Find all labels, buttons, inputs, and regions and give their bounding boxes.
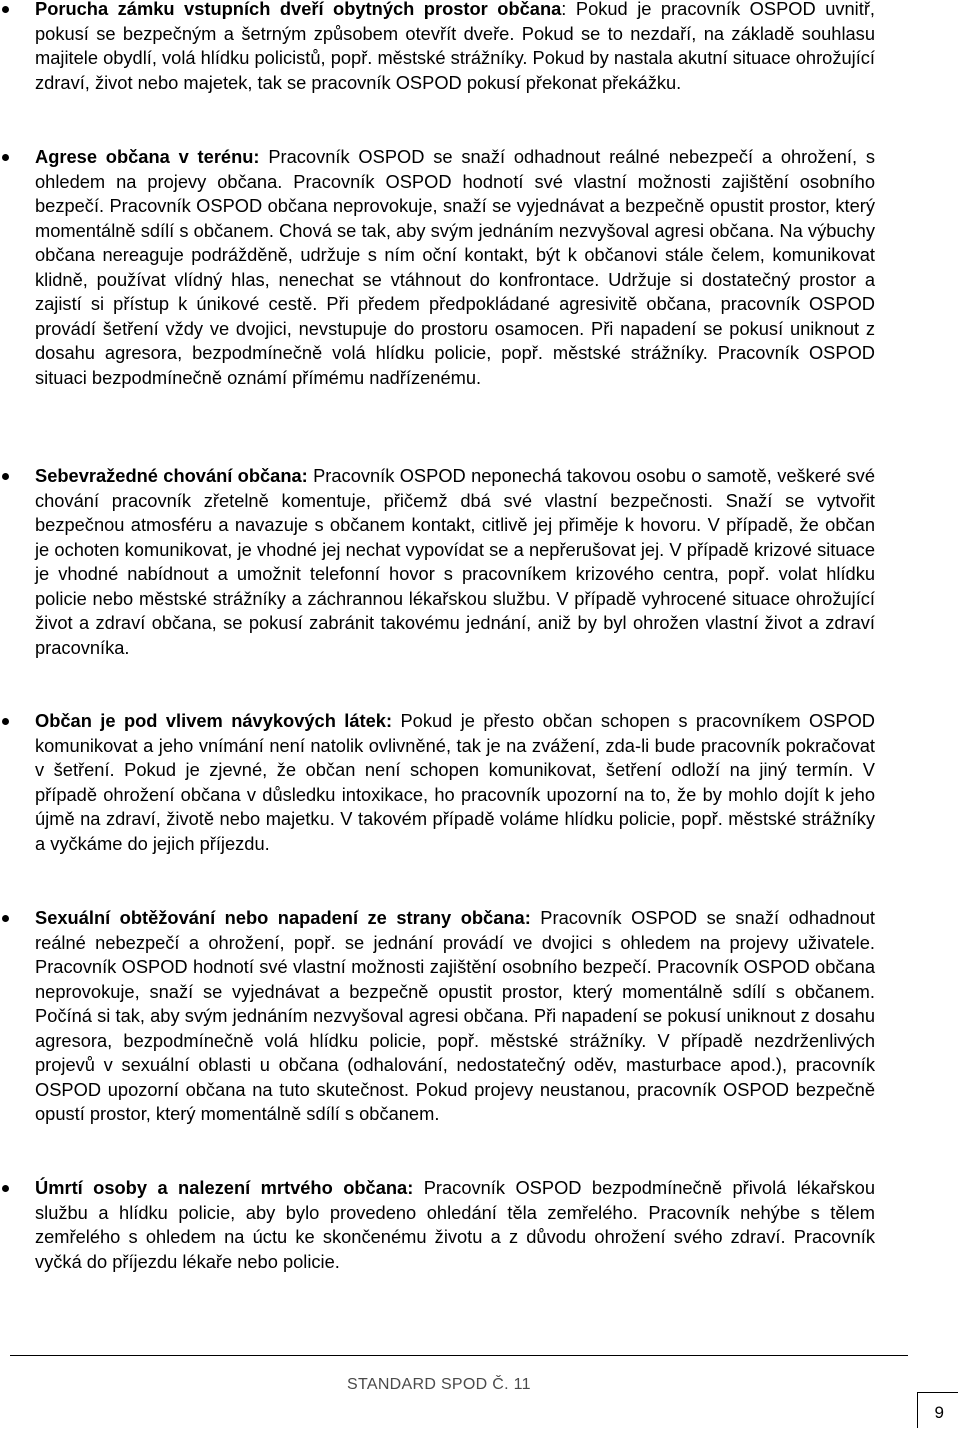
list-item-suicidal-behavior [0,464,875,660]
page-number-box [917,1392,958,1428]
item-text: Pracovník OSPOD se snaží odhadnout reálné nebezpečí a ohrožení, popř. se jednání provádí ve dvojici s ohledem na projevy uživatele. Pracovník OSPOD hodnotí své vlastní možnosti zajištění osobního bezpečí. Pracovník OSPOD občana neprovokuje, snaží se vyjednávat a bezpečně opustit prostor, který momentálně sdílí s občanem. Počíná si tak, aby svým jednáním nezvyšoval agresi občana. Při napadení se pokusí uniknout z dosahu agresora, bezpodmínečně volá hlídku policie, popř. městské strážníky. V případě nezdrženlivých projevů v sexuální oblasti u občana (odhalování, nedostatečný oděv, masturbace apod.), pracovník OSPOD upozorní občana na tuto skutečnost. Pokud projevy neustanou, pracovník OSPOD bezpečně opustí prostor, který momentálně sdílí s občanem. [35,907,875,1124]
list-item-door-lock [0,0,875,95]
item-text: Pokud je přesto občan schopen s pracovníkem OSPOD komunikovat a jeho vnímání není natolik ovlivněné, tak je na zvážení, zda-li bude pracovník pokračovat v šetření. Pokud je zjevné, že občan není schopen komunikovat, šetření odloží na jiný termín. V případě ohrožení občana v důsledku intoxikace, ho pracovník upozorní na to, že by mohlo dojít k jeho újmě na zdraví, životě nebo majetku. V takovém případě voláme hlídku policie, popř. městské strážníky a vyčkáme do jejich příjezdu. [35,710,875,854]
item-heading: Sexuální obtěžování nebo napadení ze strany občana: [35,907,531,928]
item-heading: Úmrtí osoby a nalezení mrtvého občana: [35,1177,414,1198]
list-item-death [0,1176,875,1274]
item-heading: Agrese občana v terénu: [35,146,260,167]
bullet-icon [2,6,9,13]
item-text: Pracovník OSPOD bezpodmínečně přivolá lékařskou službu a hlídku policie, aby bylo provedeno ohledání těla zemřelého. Pracovník nehýbe s tělem zemřelého s ohledem na úctu ke skončenému životu a z důvodu ohrožení svého zdraví. Pracovník vyčká do příjezdu lékaře nebo policie. [35,1177,875,1272]
bullet-icon [2,1185,9,1192]
bullet-icon [2,718,9,725]
item-text: Pracovník OSPOD se snaží odhadnout reálné nebezpečí a ohrožení, s ohledem na projevy občana. Pracovník OSPOD hodnotí své vlastní možnosti zajištění osobního bezpečí. Pracovník OSPOD občana neprovokuje, snaží se vyjednávat a bezpečně opustit prostor, který momentálně sdílí s občanem. Chová se tak, aby svým jednáním nezvyšoval agresi občana. Na výbuchy občana nereaguje podrážděně, udržuje s ním oční kontakt, být k občanovi stále čelem, komunikovat klidně, používat vlídný hlas, nenechat se vtáhnout do konfrontace. Udržuje si dostatečný prostor a zajistí si přístup k únikové cestě. Při předem předpokládané agresivitě občana, pracovník OSPOD provádí šetření vždy ve dvojici, nevstupuje do prostoru osamocen. Při napadení se pokusí uniknout z dosahu agresora, bezpodmínečně volá hlídku policie, popř. městské strážníky. Pracovník OSPOD situaci bezpodmínečně oznámí přímému nadřízenému. [35,146,876,388]
list-item-aggression [0,145,875,390]
item-text: Pracovník OSPOD neponechá takovou osobu o samotě, veškeré své chování pracovník zřetelně komentuje, přičemž dbá své vlastní bezpečnosti. Snaží se vytvořit bezpečnou atmosféru a navazuje s občanem kontakt, citlivě jej přiměje k hovoru. V případě, že občan je ochoten komunikovat, je vhodné jej nechat vypovídat se a nepřerušovat jej. V případě krizové situace je vhodné nabídnout a umožnit telefonní hovor s pracovníkem krizového centra, popř. volat hlídku policie nebo městské strážníky a záchrannou lékařskou službu. V případě vyhrocené situace ohrožující život a zdraví občana, se pokusí zabránit takovému jednání, aniž by byl ohrožen vlastní život a zdraví pracovníka. [35,465,875,658]
item-heading: Občan je pod vlivem návykových látek: [35,710,393,731]
bullet-icon [2,915,9,922]
footer-label: STANDARD SPOD Č. 11 [347,1376,531,1393]
bullet-icon [2,473,9,480]
item-heading: Sebevražedné chování občana: [35,465,308,486]
footer-divider [10,1355,908,1356]
item-heading: Porucha zámku vstupních dveří obytných prostor občana [35,0,562,19]
list-item-substance-influence [0,709,875,856]
list-item-sexual-harassment [0,906,875,1127]
bullet-icon [2,154,9,161]
page-number: 9 [934,1403,944,1422]
item-text: : Pokud je pracovník OSPOD uvnitř, pokusí se bezpečným a šetrným způsobem otevřít dveře. Pokud se to nezdaří, na základě souhlasu majitele obydlí, volá hlídku policistů, popř. městské strážníky. Pokud by nastala akutní situace ohrožující zdraví, život nebo majetek, tak se pracovník OSPOD pokusí překonat překážku. [35,0,875,93]
